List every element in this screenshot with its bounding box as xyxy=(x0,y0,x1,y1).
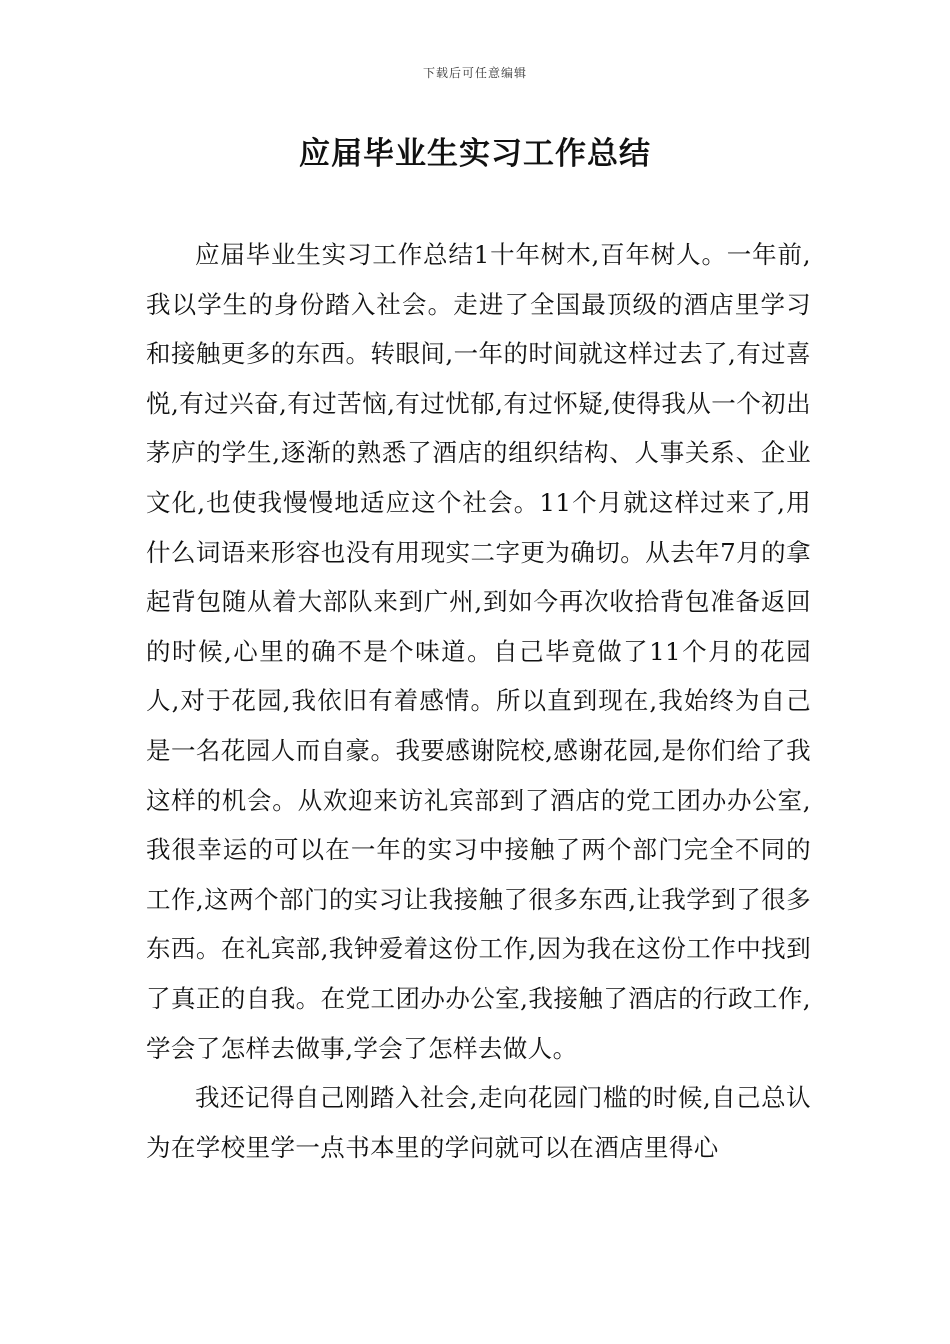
document-body xyxy=(146,230,811,1172)
paragraph-2: 我还记得自己刚踏入社会,走向花园门槛的时候,自己总认为在学校里学一点书本里的学问就可以在酒店里得心 xyxy=(146,1083,811,1162)
paragraph-1: 应届毕业生实习工作总结1十年树木,百年树人。一年前,我以学生的身份踏入社会。走进了全国最顶级的酒店里学习和接触更多的东西。转眼间,一年的时间就这样过去了,有过喜悦,有过兴奋,有过苦恼,有过忧郁,有过怀疑,使得我从一个初出茅庐的学生,逐渐的熟悉了酒店的组织结构、人事关系、企业文化,也使我慢慢地适应这个社会。11个月就这样过来了,用什么词语来形容也没有用现实二字更为确切。从去年7月的拿起背包随从着大部队来到广州,到如今再次收拾背包准备返回的时候,心里的确不是个味道。自己毕竟做了11个月的花园人,对于花园,我依旧有着感情。所以直到现在,我始终为自己是一名花园人而自豪。我要感谢院校,感谢花园,是你们给了我这样的机会。从欢迎来访礼宾部到了酒店的党工团办办公室,我很幸运的可以在一年的实习中接触了两个部门完全不同的工作,这两个部门的实习让我接触了很多东西,让我学到了很多东西。在礼宾部,我钟爱着这份工作,因为我在这份工作中找到了真正的自我。在党工团办办公室,我接触了酒店的行政工作,学会了怎样去做事,学会了怎样去做人。 xyxy=(146,240,811,1063)
document-title: 应届毕业生实习工作总结 xyxy=(299,136,651,172)
header-note: 下载后可任意编辑 xyxy=(422,66,527,80)
